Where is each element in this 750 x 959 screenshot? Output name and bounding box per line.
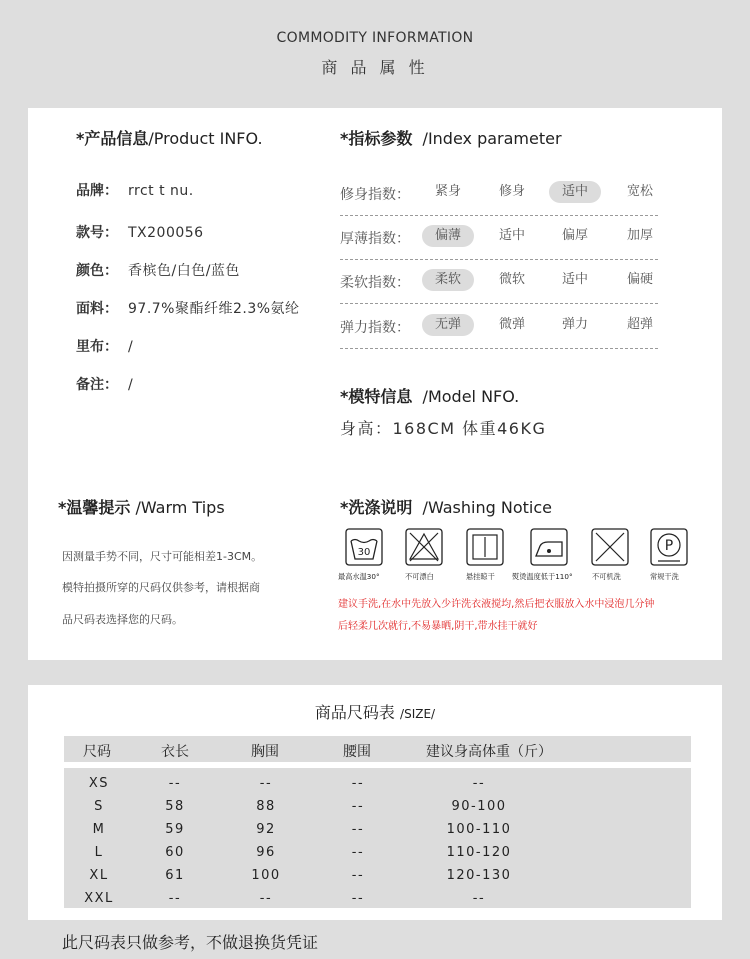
tips-line: 模特拍摄所穿的尺码仅供参考，请根据商 (62, 581, 260, 594)
no-machine-wash-icon (591, 528, 629, 566)
iron-low-icon (530, 528, 568, 566)
product-field-key: 品牌： (76, 183, 118, 199)
size-table-cell: -- (168, 776, 182, 791)
index-option: 微软 (498, 272, 525, 287)
index-row-label: 修身指数： (340, 187, 410, 203)
header-cell-recommended: 建议身高体重（斤） (426, 744, 552, 760)
header-cell-waist: 腰围 (343, 744, 371, 760)
size-table-body (64, 768, 691, 908)
index-option: 偏硬 (626, 272, 653, 287)
product-field-value: rrct t nu. (128, 183, 194, 199)
size-table-cell: -- (351, 868, 365, 883)
header-cell-chest: 胸围 (251, 744, 279, 760)
size-table-cell: -- (259, 776, 273, 791)
size-table-cell: -- (168, 891, 182, 906)
index-param-title-en: /Index parameter (422, 129, 562, 148)
index-option: 宽松 (626, 184, 653, 199)
product-field-value: / (128, 339, 134, 355)
size-table-cell: L (94, 845, 104, 860)
index-option: 加厚 (626, 228, 653, 243)
product-field-value: 香槟色/白色/蓝色 (128, 263, 240, 279)
size-table-cell: 58 (165, 799, 185, 814)
index-option: 微弹 (498, 317, 525, 332)
header-cell-size: 尺码 (83, 744, 111, 760)
size-table-title-en: /SIZE/ (400, 707, 436, 721)
size-table-title (0, 700, 750, 723)
product-field-key: 款号： (76, 225, 118, 241)
size-table-cell: 61 (165, 868, 185, 883)
dry-clean-letter: P (664, 538, 674, 554)
product-field-key: 颜色： (76, 263, 118, 279)
size-table-cell: 60 (165, 845, 185, 860)
product-info-title-en: /Product INFO. (148, 129, 263, 148)
size-table-cell: 100-110 (446, 822, 512, 837)
size-table-cell: XS (88, 776, 110, 791)
product-field-value: 97.7%聚酯纤维2.3%氨纶 (128, 301, 300, 317)
index-option: 修身 (498, 184, 525, 199)
size-table-cell: 100 (251, 868, 281, 883)
wash-caption: 不可机洗 (592, 572, 621, 581)
index-row-label: 柔软指数： (340, 275, 410, 291)
size-table-cell: -- (351, 776, 365, 791)
wash-caption: 常规干洗 (650, 572, 679, 581)
wash-temp-label: 30 (357, 547, 371, 558)
washing-notice-title-cn: *洗涤说明 (340, 498, 413, 517)
product-field (76, 374, 133, 394)
index-row (340, 260, 658, 304)
product-field-key: 里布： (76, 339, 118, 355)
washing-note-line1: 建议手洗,在水中先放入少许洗衣液搅均,然后把衣服放入水中浸泡几分钟 (338, 599, 655, 610)
index-row (340, 305, 658, 349)
index-option: 紧身 (434, 184, 461, 199)
size-table-cell: 90-100 (451, 799, 507, 814)
size-table-cell: -- (351, 822, 365, 837)
wash-30-icon (345, 528, 383, 566)
washing-note-line2: 后轻柔几次就行,不易暴晒,阴干,带水挂干就好 (338, 621, 538, 632)
hang-dry-icon (466, 528, 504, 566)
size-table-cell: S (94, 799, 104, 814)
size-table-cell: -- (472, 891, 486, 906)
tips-line: 因测量手势不同，尺寸可能相差1-3CM。 (62, 550, 263, 563)
size-table-cell: -- (351, 891, 365, 906)
size-table-cell: 110-120 (446, 845, 512, 860)
size-table-cell: XL (89, 868, 109, 883)
size-table-cell: -- (472, 776, 486, 791)
washing-notice-title (340, 495, 552, 518)
product-field (76, 222, 204, 242)
index-param-title-cn: *指标参数 (340, 129, 413, 148)
size-table-cell: 92 (256, 822, 276, 837)
index-row-label: 厚薄指数： (340, 231, 410, 247)
index-option-selected: 无弹 (422, 314, 474, 336)
size-table-header (64, 736, 691, 762)
warm-tips-title-en: /Warm Tips (135, 498, 225, 517)
model-info-title-cn: *模特信息 (340, 387, 413, 406)
product-field-key: 面料： (76, 301, 118, 317)
tips-line: 品尺码表选择您的尺码。 (62, 613, 183, 626)
size-table-cell: M (92, 822, 106, 837)
size-table-cell: -- (351, 799, 365, 814)
wash-caption: 悬挂晾干 (466, 572, 495, 581)
product-info-title (76, 126, 263, 149)
header-cell-length: 衣长 (161, 744, 189, 760)
size-table-cell: XXL (84, 891, 114, 906)
index-option-selected: 柔软 (422, 269, 474, 291)
size-table-cell: -- (259, 891, 273, 906)
index-param-title (340, 126, 562, 149)
product-field-value: TX200056 (128, 225, 204, 241)
no-bleach-icon (405, 528, 443, 566)
dry-clean-icon (650, 528, 688, 566)
warm-tips-title (58, 495, 225, 518)
index-option: 适中 (498, 228, 525, 243)
product-info-title-cn: *产品信息 (76, 129, 149, 148)
index-row (340, 216, 658, 260)
product-field (76, 298, 300, 318)
index-row-label: 弹力指数： (340, 320, 410, 336)
header-title-en: COMMODITY INFORMATION (276, 30, 474, 46)
index-option-selected: 偏薄 (422, 225, 474, 247)
wash-caption: 不可漂白 (405, 572, 434, 581)
model-info-title (340, 384, 519, 407)
size-table-cell: 120-130 (446, 868, 512, 883)
washing-notice-title-en: /Washing Notice (422, 498, 552, 517)
product-field (76, 260, 240, 280)
size-table-cell: -- (351, 845, 365, 860)
model-values: 身高：168CM 体重46KG (340, 419, 547, 438)
size-table-cell: 88 (256, 799, 276, 814)
index-option: 偏厚 (561, 228, 588, 243)
wash-caption: 熨烫温度低于110° (512, 572, 573, 581)
index-option: 超弹 (626, 317, 653, 332)
size-table-title-cn: 商品尺码表 (314, 703, 395, 722)
header-title-cn: 商 品 属 性 (321, 58, 429, 77)
size-table-cell: 59 (165, 822, 185, 837)
index-row (340, 172, 658, 216)
index-option: 适中 (561, 272, 588, 287)
product-field (76, 180, 194, 200)
wash-caption: 最高水温30° (338, 572, 380, 581)
product-field-value: / (128, 377, 134, 393)
size-table-cell: 96 (256, 845, 276, 860)
index-option-selected: 适中 (549, 181, 601, 203)
model-info-title-en: /Model NFO. (422, 387, 520, 406)
product-field-key: 备注： (76, 377, 118, 393)
product-field (76, 336, 133, 356)
index-option: 弹力 (561, 317, 588, 332)
size-disclaimer: 此尺码表只做参考，不做退换货凭证 (62, 933, 319, 952)
warm-tips-title-cn: *温馨提示 (58, 498, 131, 517)
